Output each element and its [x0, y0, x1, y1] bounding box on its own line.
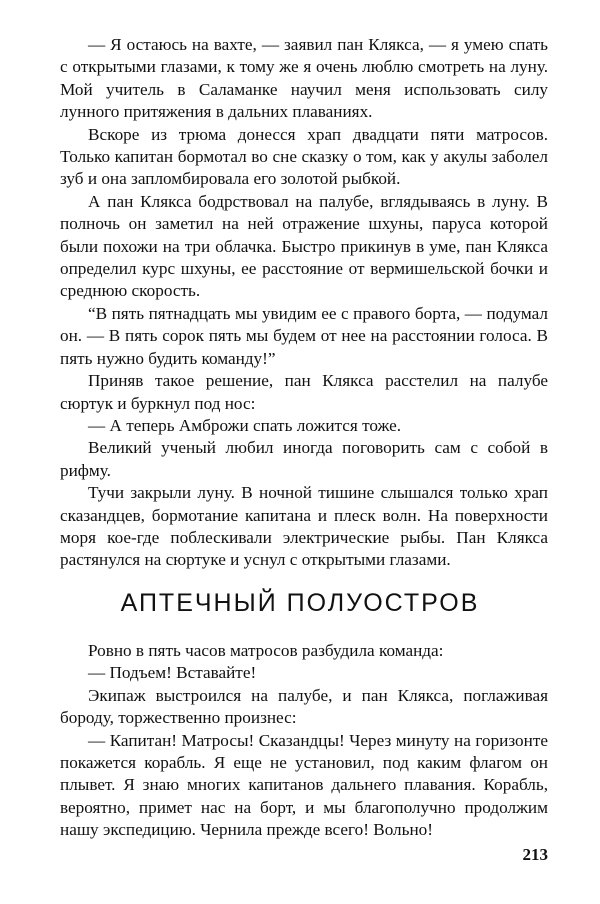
chapter-title: АПТЕЧНЫЙ ПОЛУОСТРОВ: [120, 589, 480, 617]
paragraph: — Я остаюсь на вахте, — заявил пан Клякса, — я умею спать с открытыми глазами, к тому же я очень люблю смотреть на луну. Мой учитель в Саламанке научил меня использовать силу лунного притяжения в дальних плаваниях.: [60, 35, 548, 122]
paragraph: — Подъем! Вставайте!: [88, 663, 257, 683]
paragraph: А пан Клякса бодрствовал на палубе, вглядываясь в луну. В полночь он заметил на ней отражение шхуны, паруса которой были похожи на три облачка. Быстро прикинув в уме, пан Клякса определил курс шхуны, ее расстояние от вермишельской бочки и среднюю скорость.: [60, 191, 548, 301]
body-text-bottom: [60, 640, 548, 842]
paragraph: — А теперь Амброжи спать ложится тоже.: [88, 415, 402, 435]
paragraph: Экипаж выстроился на палубе, и пан Клякса, поглаживая бороду, торжественно произнес:: [60, 685, 548, 728]
paragraph: Вскоре из трюма донесся храп двадцати пяти матросов. Только капитан бормотал во сне сказку о том, как у акулы заболел зуб и она запломбировала его золотой рыбкой.: [60, 124, 548, 189]
paragraph: Великий ученый любил иногда поговорить сам с собой в рифму.: [60, 438, 548, 480]
paragraph: “В пять пятнадцать мы увидим ее с правого борта, — подумал он. — В пять сорок пять мы будем от нее на расстоянии голоса. В пять нужно будить команду!”: [60, 303, 548, 368]
paragraph: Тучи закрыли луну. В ночной тишине слышался только храп сказандцев, бормотание капитана и плеск волн. На поверхности моря кое-где поблескивали электрические рыбы. Пан Клякса растянулся на сюртуке и уснул с открытыми глазами.: [60, 483, 548, 570]
paragraph: — Капитан! Матросы! Сказандцы! Через минуту на горизонте покажется корабль. Я еще не установил, под каким флагом он плывет. Я знаю многих капитанов дальнего плавания. Корабль, вероятно, примет нас на борт, и мы благополучно продолжим нашу экспедицию. Чернила прежде всего! Вольно!: [60, 730, 548, 840]
body-text-top: [60, 34, 548, 572]
page-number: 213: [522, 845, 548, 864]
paragraph: Приняв такое решение, пан Клякса расстелил на палубе сюртук и буркнул под нос:: [60, 371, 548, 413]
paragraph: Ровно в пять часов матросов разбудила команда:: [88, 641, 444, 660]
